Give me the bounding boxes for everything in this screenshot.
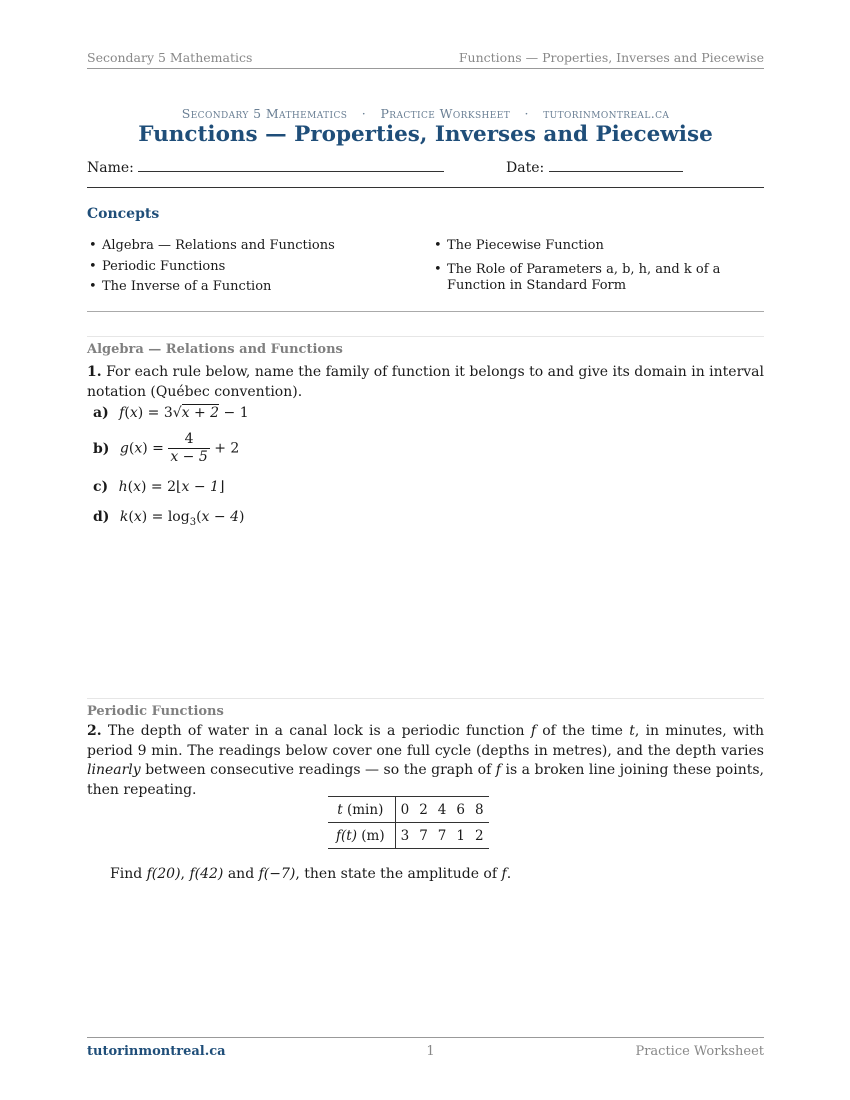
question-text: For each rule below, name the family of function it belongs to and give its domain in interval notation (Québec convention). xyxy=(87,364,764,400)
concepts-heading: Concepts xyxy=(87,206,160,222)
part-c: c) h(x) = 2⌊x − 1⌋ xyxy=(93,479,225,495)
concept-item: • Algebra — Relations and Functions xyxy=(87,238,417,254)
math-symbol: f xyxy=(495,762,501,778)
math-symbol: t xyxy=(629,723,635,739)
numerator: 4 xyxy=(184,431,194,447)
part-label: c) xyxy=(93,479,109,495)
section-heading-periodic: Periodic Functions xyxy=(87,698,764,719)
emphasis: linearly xyxy=(87,762,141,778)
question-1 xyxy=(87,363,764,402)
part-label: d) xyxy=(93,509,110,525)
readings-table xyxy=(328,796,489,849)
header-variable: t xyxy=(337,801,343,818)
concepts-column-right xyxy=(432,238,767,299)
concept-item: • The Inverse of a Function xyxy=(87,279,417,295)
concepts-box xyxy=(87,238,764,312)
table-cell: 8 xyxy=(470,797,489,823)
math-expression: f(42) xyxy=(189,866,224,882)
concept-item: • The Role of Parameters a, b, h, and k of a Function in Standard Form xyxy=(432,262,767,294)
running-header xyxy=(87,50,764,69)
masthead-separator: · xyxy=(361,106,367,121)
sqrt-symbol: √ xyxy=(172,405,182,421)
header-variable: f(t) xyxy=(336,827,357,844)
page-footer xyxy=(87,1037,764,1059)
section-heading-algebra: Algebra — Relations and Functions xyxy=(87,336,764,357)
table-cell: 1 xyxy=(456,827,465,844)
worksheet-title: Functions — Properties, Inverses and Piecewise xyxy=(138,122,713,147)
denominator: x − 5 xyxy=(170,449,208,465)
coefficient: 3 xyxy=(163,405,173,421)
question-number: 2. xyxy=(87,723,102,739)
masthead xyxy=(87,106,764,147)
function-name: f xyxy=(119,405,125,421)
question-text: of the time xyxy=(536,723,630,739)
concepts-column-left xyxy=(87,238,417,300)
concept-item: • The Piecewise Function xyxy=(432,238,767,254)
table-cell: 7 xyxy=(437,827,447,844)
prompt-text: , xyxy=(180,866,190,882)
question-2-prompt xyxy=(110,865,764,885)
function-name: h xyxy=(118,479,128,495)
variable: x xyxy=(133,479,142,495)
variable: x xyxy=(129,405,138,421)
name-date-row xyxy=(87,160,764,188)
part-label: a) xyxy=(93,405,109,421)
running-header-title: Functions — Properties, Inverses and Piecewise xyxy=(458,50,764,65)
concept-item: • Periodic Functions xyxy=(87,259,417,275)
prompt-text: and xyxy=(223,866,259,882)
prompt-text: , then state the amplitude of xyxy=(295,866,502,882)
log-argument: x − 4 xyxy=(201,509,239,525)
footer-site: tutorinmontreal.ca xyxy=(87,1044,226,1059)
prompt-text: Find xyxy=(110,866,147,882)
name-line xyxy=(138,160,444,172)
page-number: 1 xyxy=(426,1044,435,1059)
footer-label: Practice Worksheet xyxy=(635,1044,764,1059)
table-cell: 6 xyxy=(451,797,470,823)
log-operator: log xyxy=(167,509,190,525)
math-expression: f(20) xyxy=(146,866,181,882)
math-expression: f(−7) xyxy=(258,866,296,882)
masthead-kicker xyxy=(87,106,764,121)
question-text: between consecutive readings — so the graph of xyxy=(140,762,496,778)
masthead-separator: · xyxy=(524,106,529,121)
constant-term: − 1 xyxy=(223,405,249,421)
date-line xyxy=(549,160,683,172)
running-header-course: Secondary 5 Mathematics xyxy=(87,50,253,65)
fraction xyxy=(168,431,209,466)
part-a: a) f(x) = 3√x + 2 − 1 xyxy=(93,405,249,421)
table-cell: 2 xyxy=(474,827,484,844)
part-b: b) g(x) = $\frac{4}{x - 5}$ + 2 xyxy=(93,431,240,465)
masthead-type: Practice Worksheet xyxy=(380,106,511,121)
table-cell: 7 xyxy=(419,827,428,844)
header-unit: (m) xyxy=(361,827,385,844)
table-cell: 2 xyxy=(414,797,433,823)
function-name: g xyxy=(119,440,129,457)
part-d: d) $k(x) = \log_3(x - 4)$ xyxy=(93,509,245,528)
radicand: x + 2 xyxy=(181,405,220,421)
math-symbol: f xyxy=(530,723,536,739)
variable: x xyxy=(134,440,143,457)
question-text: is a broken line joining these points, then repeating. xyxy=(87,762,764,798)
masthead-site: tutorinmontreal.ca xyxy=(543,106,670,121)
table-cell: 0 xyxy=(395,797,414,823)
part-label: b) xyxy=(93,440,110,457)
masthead-course: Secondary 5 Mathematics xyxy=(181,106,348,121)
coefficient: 2 xyxy=(167,479,177,495)
log-base: 3 xyxy=(189,516,197,528)
question-2 xyxy=(87,722,764,800)
constant-term: + 2 xyxy=(214,440,240,457)
floor-right-icon: ⌋ xyxy=(218,479,225,495)
table-cell: 3 xyxy=(400,827,410,844)
table-cell: 4 xyxy=(433,797,452,823)
prompt-text: . xyxy=(506,866,512,882)
name-label: Name: xyxy=(87,160,134,176)
question-text: The depth of water in a canal lock is a periodic function xyxy=(107,723,531,739)
floor-argument: x − 1 xyxy=(181,479,219,495)
date-field[interactable] xyxy=(506,160,683,176)
table-header-cell xyxy=(328,797,395,823)
table-row xyxy=(328,797,489,823)
question-number: 1. xyxy=(87,364,102,380)
function-name: k xyxy=(119,509,129,525)
floor-left-icon: ⌊ xyxy=(176,479,182,495)
date-label: Date: xyxy=(506,160,545,176)
table-row xyxy=(328,823,489,849)
question-text: , in minutes, with period 9 min. The readings below cover one full cycle (depths in metres), and the depth varies xyxy=(87,723,764,759)
table-header-cell xyxy=(328,823,395,849)
variable: x xyxy=(133,509,142,525)
math-symbol: f xyxy=(501,866,507,882)
name-field[interactable] xyxy=(87,160,444,176)
header-unit: (min) xyxy=(346,801,384,818)
